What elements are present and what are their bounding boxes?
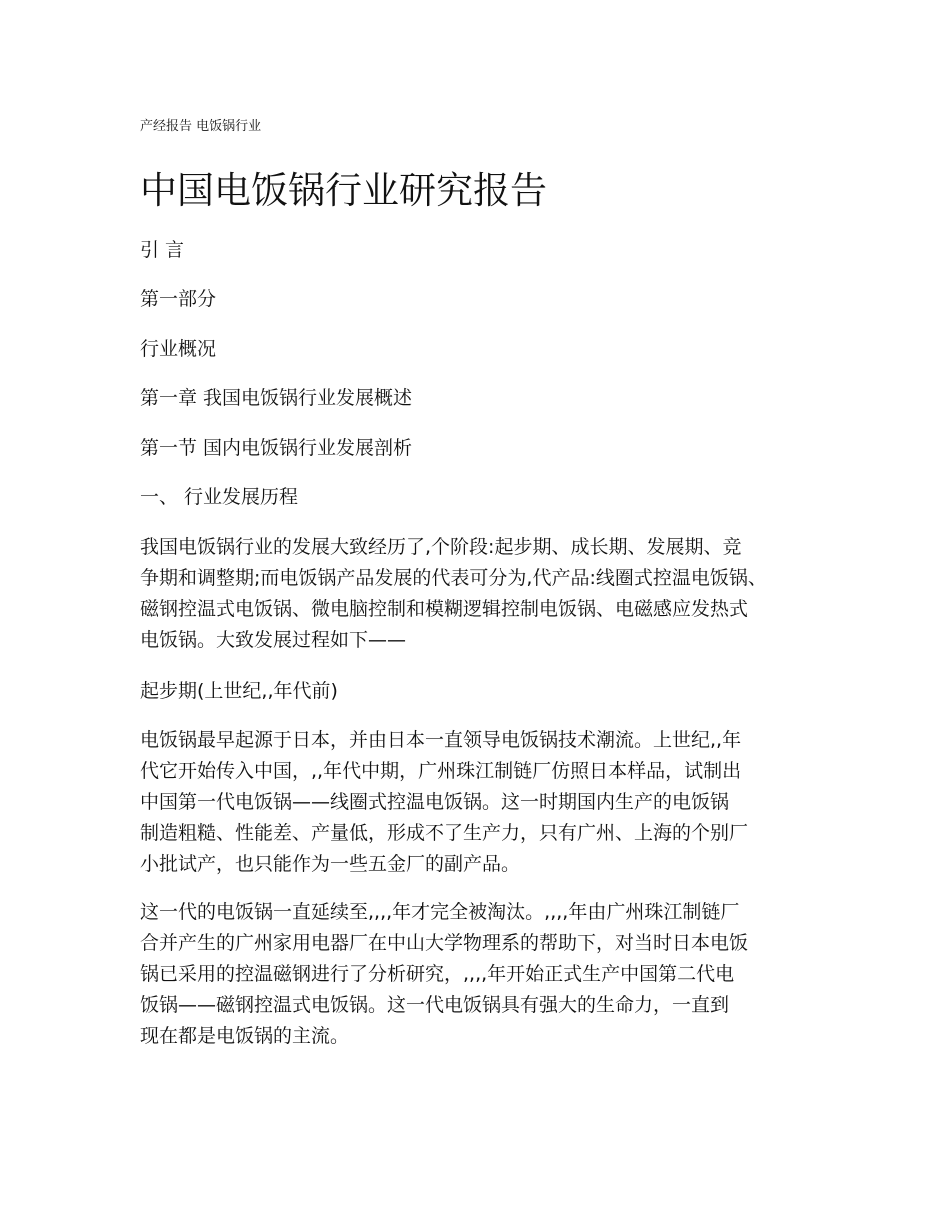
subheading-startup-period: 起步期(上世纪,,年代前) xyxy=(140,680,338,702)
paragraph-second-generation xyxy=(140,897,820,1052)
paragraph-line: 合并产生的广州家用电器厂在中山大学物理系的帮助下，对当时日本电饭 xyxy=(140,932,749,954)
heading-section-one: 第一节 国内电饭锅行业发展剖析 xyxy=(140,437,413,459)
paragraph-origin xyxy=(140,725,820,880)
paragraph-line: 中国第一代电饭锅——线圈式控温电饭锅。这一时期国内生产的电饭锅 xyxy=(140,791,730,813)
paragraph-line: 电饭锅最早起源于日本，并由日本一直领导电饭锅技术潮流。上世纪,,年 xyxy=(140,729,742,751)
paragraph-line: 争期和调整期;而电饭锅产品发展的代表可分为,代产品:线圈式控温电饭锅、 xyxy=(140,567,767,589)
heading-development-history: 一、 行业发展历程 xyxy=(140,486,299,508)
paragraph-line: 电饭锅。大致发展过程如下—— xyxy=(140,629,407,651)
paragraph-line: 现在都是电饭锅的主流。 xyxy=(140,1025,350,1047)
paragraph-line: 锅已采用的控温磁钢进行了分析研究，,,,,年开始正式生产中国第二代电 xyxy=(140,963,735,985)
paragraph-line: 代它开始传入中国，,,年代中期，广州珠江制链厂仿照日本样品，试制出 xyxy=(140,760,742,782)
paragraph-line: 制造粗糙、性能差、产量低，形成不了生产力，只有广州、上海的个别厂 xyxy=(140,822,749,844)
heading-introduction: 引 言 xyxy=(140,239,185,261)
paragraph-overview xyxy=(140,532,820,656)
paragraph-line: 小批试产，也只能作为一些五金厂的副产品。 xyxy=(140,853,521,875)
paragraph-line: 这一代的电饭锅一直延续至,,,,年才完全被淘汰。,,,,年由广州珠江制链厂 xyxy=(140,901,740,923)
report-title: 中国电饭锅行业研究报告 xyxy=(140,169,547,212)
heading-part-one: 第一部分 xyxy=(140,288,217,310)
paragraph-line: 磁钢控温式电饭锅、微电脑控制和模糊逻辑控制电饭锅、电磁感应发热式 xyxy=(140,598,749,620)
heading-industry-overview: 行业概况 xyxy=(140,338,217,360)
paragraph-line: 饭锅——磁钢控温式电饭锅。这一代电饭锅具有强大的生命力，一直到 xyxy=(140,994,730,1016)
paragraph-line: 我国电饭锅行业的发展大致经历了,个阶段:起步期、成长期、发展期、竞 xyxy=(140,536,742,558)
heading-chapter-one: 第一章 我国电饭锅行业发展概述 xyxy=(140,387,413,409)
report-tagline: 产经报告 电饭锅行业 xyxy=(140,119,262,134)
